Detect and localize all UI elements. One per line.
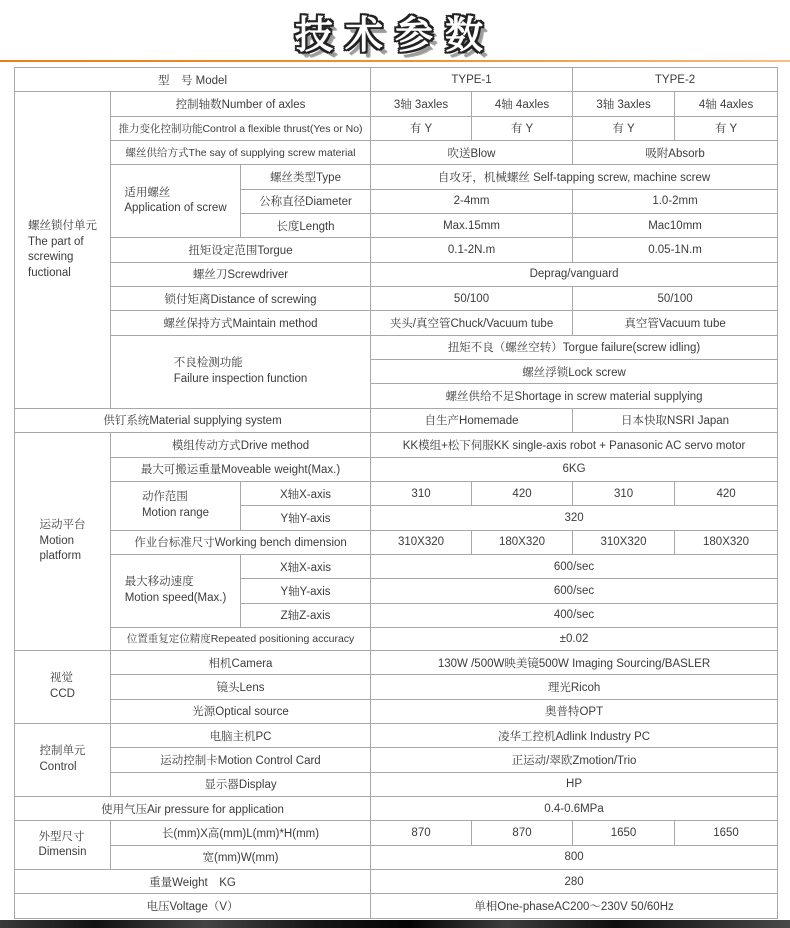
table-cell: 模组传动方式Drive method [111, 433, 371, 457]
table-cell: 锁付矩离Distance of screwing [111, 287, 371, 311]
table-cell: 600/sec [371, 554, 778, 578]
table-cell: 控制轴数Number of axles [111, 92, 371, 116]
table-cell: 电脑主机PC [111, 723, 371, 747]
table-row [15, 723, 778, 747]
table-row [15, 627, 778, 650]
table-cell: 800 [371, 845, 778, 869]
table-row [15, 457, 778, 481]
table-row [15, 238, 778, 262]
table-cell: 螺丝类型Type [241, 165, 371, 189]
table-cell: 公称直径Diameter [241, 189, 371, 213]
table-cell: 日本快取NSRI Japan [573, 408, 778, 432]
bottom-shadow-strip [0, 920, 790, 928]
table-cell: 320 [371, 506, 778, 530]
table-cell: 扭矩设定范围Torgue [111, 238, 371, 262]
table-cell: 重量Weight KG [15, 869, 371, 893]
table-cell: 夹头/真空管Chuck/Vacuum tube [371, 311, 573, 335]
table-row [15, 748, 778, 772]
table-cell: 真空管Vacuum tube [573, 311, 778, 335]
table-cell: 有 Y [472, 116, 573, 140]
table-cell: 使用气压Air pressure for application [15, 796, 371, 820]
table-cell: 吹送Blow [371, 141, 573, 165]
table-cell: 280 [371, 869, 778, 893]
table-cell: 螺丝锁付单元 The part of screwing fuctional [15, 92, 111, 408]
table-cell: 0.4-0.6MPa [371, 796, 778, 820]
spec-table [14, 67, 778, 919]
table-cell: X轴X-axis [241, 481, 371, 505]
table-cell: 螺丝刀Screwdriver [111, 262, 371, 286]
table-row [15, 845, 778, 869]
table-cell: 1650 [675, 821, 778, 845]
table-cell: 相机Camera [111, 650, 371, 674]
table-row [15, 165, 778, 189]
table-cell: 视觉 CCD [15, 650, 111, 723]
table-cell: 动作范围 Motion range [111, 481, 241, 530]
table-cell: 50/100 [371, 287, 573, 311]
table-row [15, 287, 778, 311]
table-row [15, 699, 778, 723]
table-cell: KK模组+松下伺服KK single-axis robot + Panasonic AC servo motor [371, 433, 778, 457]
table-cell: 显示器Display [111, 772, 371, 796]
table-cell: 单相One-phaseAC200～230V 50/60Hz [371, 894, 778, 919]
table-cell: 推力变化控制功能Control a flexible thrust(Yes or No) [111, 116, 371, 140]
table-cell: 适用螺丝 Application of screw [111, 165, 241, 238]
table-cell: TYPE-2 [573, 68, 778, 92]
table-cell: 420 [675, 481, 778, 505]
table-cell: 长(mm)X高(mm)L(mm)*H(mm) [111, 821, 371, 845]
table-cell: Z轴Z-axis [241, 603, 371, 627]
table-cell: HP [371, 772, 778, 796]
table-cell: 310X320 [573, 530, 675, 554]
table-row [15, 530, 778, 554]
table-row [15, 481, 778, 505]
table-cell: 最大移动速度 Motion speed(Max.) [111, 554, 241, 627]
table-row [15, 772, 778, 796]
table-row [15, 433, 778, 457]
table-cell: 型 号 Model [15, 68, 371, 92]
table-cell: 运动平台 Motion platform [15, 433, 111, 651]
table-cell: Max.15mm [371, 214, 573, 238]
table-row [15, 335, 778, 359]
table-cell: TYPE-1 [371, 68, 573, 92]
table-cell: 作业台标准尺寸Working bench dimension [111, 530, 371, 554]
table-cell: 1650 [573, 821, 675, 845]
table-cell: Y轴Y-axis [241, 506, 371, 530]
table-cell: 3轴 3axles [573, 92, 675, 116]
table-cell: 400/sec [371, 603, 778, 627]
table-cell: 长度Length [241, 214, 371, 238]
table-cell: 扭矩不良（螺丝空转）Torgue failure(screw idling) [371, 335, 778, 359]
table-row [15, 311, 778, 335]
table-cell: 螺丝保持方式Maintain method [111, 311, 371, 335]
table-row [15, 650, 778, 674]
table-row [15, 116, 778, 140]
table-cell: 有 Y [371, 116, 472, 140]
table-cell: 130W /500W映美镜500W Imaging Sourcing/BASLER [371, 650, 778, 674]
table-cell: 310 [371, 481, 472, 505]
table-row [15, 796, 778, 820]
table-cell: 螺丝供给不足Shortage in screw material supplying [371, 384, 778, 408]
table-cell: 供钉系统Material supplying system [15, 408, 371, 432]
table-cell: 自攻牙，机械螺丝 Self-tapping screw, machine screw [371, 165, 778, 189]
table-cell: 0.1-2N.m [371, 238, 573, 262]
table-cell: 50/100 [573, 287, 778, 311]
table-cell: 控制单元 Control [15, 723, 111, 796]
table-cell: 吸附Absorb [573, 141, 778, 165]
table-cell: 180X320 [472, 530, 573, 554]
table-cell: 有 Y [675, 116, 778, 140]
table-cell: 理光Ricoh [371, 675, 778, 699]
table-row [15, 262, 778, 286]
table-cell: 电压Voltage（V） [15, 894, 371, 919]
table-cell: 420 [472, 481, 573, 505]
table-cell: 最大可搬运重量Moveable weight(Max.) [111, 457, 371, 481]
table-cell: 870 [371, 821, 472, 845]
table-row [15, 408, 778, 432]
table-cell: 凌华工控机Adlink Industry PC [371, 723, 778, 747]
orange-divider-line [0, 60, 790, 62]
table-row [15, 141, 778, 165]
table-cell: 奥普特OPT [371, 699, 778, 723]
table-row [15, 869, 778, 893]
table-cell: 宽(mm)W(mm) [111, 845, 371, 869]
table-cell: X轴X-axis [241, 554, 371, 578]
table-cell: 螺丝供给方式The say of supplying screw material [111, 141, 371, 165]
table-cell: 2-4mm [371, 189, 573, 213]
spec-table-body [15, 68, 778, 919]
table-cell: Mac10mm [573, 214, 778, 238]
table-cell: 4轴 4axles [472, 92, 573, 116]
table-cell: ±0.02 [371, 627, 778, 650]
table-cell: 180X320 [675, 530, 778, 554]
page-title: 技术参数 [294, 13, 495, 57]
table-cell: 自生产Homemade [371, 408, 573, 432]
table-cell: 光源Optical source [111, 699, 371, 723]
table-row [15, 675, 778, 699]
table-cell: 310X320 [371, 530, 472, 554]
table-row [15, 821, 778, 845]
table-cell: 4轴 4axles [675, 92, 778, 116]
table-cell: 有 Y [573, 116, 675, 140]
table-row [15, 554, 778, 578]
table-cell: 600/sec [371, 579, 778, 603]
table-cell: 310 [573, 481, 675, 505]
table-cell: 870 [472, 821, 573, 845]
table-cell: 3轴 3axles [371, 92, 472, 116]
table-cell: Y轴Y-axis [241, 579, 371, 603]
table-cell: 6KG [371, 457, 778, 481]
table-cell: Deprag/vanguard [371, 262, 778, 286]
table-cell: 镜头Lens [111, 675, 371, 699]
table-row [15, 68, 778, 92]
table-cell: 运动控制卡Motion Control Card [111, 748, 371, 772]
table-cell: 位置重复定位精度Repeated positioning accuracy [111, 627, 371, 650]
table-cell: 不良检测功能 Failure inspection function [111, 335, 371, 408]
table-cell: 1.0-2mm [573, 189, 778, 213]
table-row [15, 92, 778, 116]
table-cell: 外型尺寸 Dimensin [15, 821, 111, 870]
table-row [15, 894, 778, 919]
table-cell: 0.05-1N.m [573, 238, 778, 262]
table-cell: 螺丝浮锁Lock screw [371, 360, 778, 384]
table-cell: 正运动/翠欧Zmotion/Trio [371, 748, 778, 772]
